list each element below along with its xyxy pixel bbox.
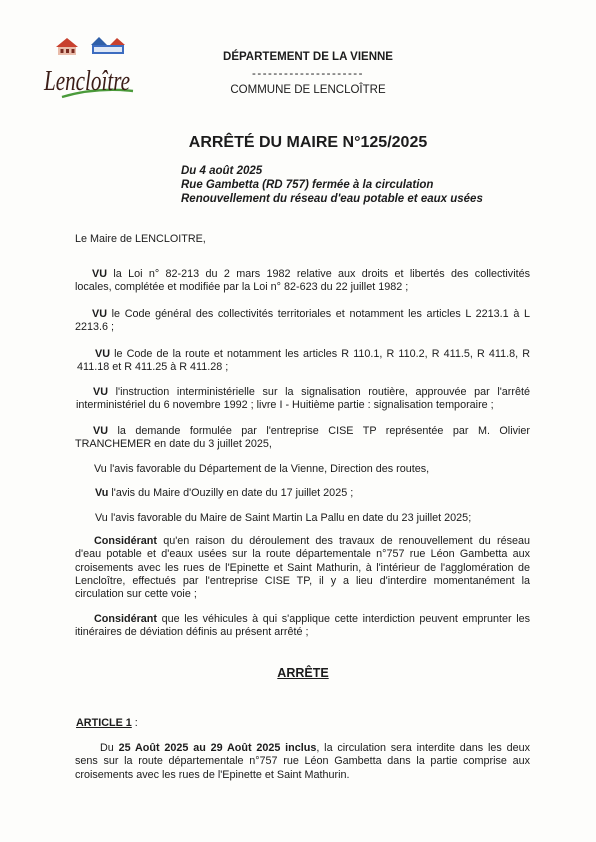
- line-text: interministériel du 6 novembre 1992 ; livre I - Huitième partie : signalisation temporaire ;: [76, 399, 494, 412]
- paragraph-line: [75, 769, 530, 782]
- decree-heading: ARRÊTE: [277, 666, 329, 680]
- visa-paragraph: [75, 348, 530, 375]
- paragraph-line: [75, 755, 530, 768]
- paragraph-line: [75, 613, 530, 626]
- paragraph-line: [75, 348, 530, 361]
- considerant-lead: Considérant: [94, 613, 157, 625]
- paragraph-line: [75, 487, 530, 500]
- department-heading: DÉPARTEMENT DE LA VIENNE: [223, 51, 393, 63]
- line-text: l'instruction interministérielle sur la signalisation routière, approuvée par l'arrêté: [115, 386, 530, 398]
- line-text: locales, complétée et modifiée par la Loi n° 82-623 du 22 juillet 1982 ;: [75, 281, 409, 294]
- line-text: l'avis du Maire d'Ouzilly en date du 17 juillet 2025 ;: [111, 487, 354, 499]
- line-text: TRANCHEMER en date du 3 juillet 2025,: [75, 438, 272, 451]
- article-1-suffix: , la circulation sera interdite dans les deux: [316, 742, 530, 754]
- article-1-dates: 25 Août 2025 au 29 Août 2025 inclus: [118, 742, 317, 754]
- paragraph-line: [75, 438, 530, 451]
- visa-lead: VU: [92, 268, 107, 280]
- visa-lead: Vu: [94, 463, 107, 475]
- header-separator: ---------------------: [252, 68, 364, 80]
- article-1-label: ARTICLE 1: [76, 717, 132, 729]
- article-1-heading: [76, 717, 138, 730]
- subtitle-object: Renouvellement du réseau d'eau potable et eaux usées: [181, 193, 483, 205]
- visa-lead: VU: [92, 308, 107, 320]
- logo-house-right-icon: [91, 37, 125, 54]
- visa-lead: VU: [95, 348, 110, 360]
- line-text: Lencloître, effectués par l'entreprise CISE TP, il y a lieu d'interdire momentanément la: [75, 574, 530, 587]
- logo-house-left-icon: [56, 38, 78, 55]
- article-1-colon: :: [134, 717, 138, 729]
- mayor-line: [75, 233, 530, 246]
- considerant-lead: Considérant: [94, 535, 157, 547]
- paragraph-line: [75, 575, 530, 588]
- line-text: circulation sur cette voie ;: [75, 588, 197, 601]
- line-text: l'avis favorable du Département de la Vienne, Direction des routes,: [109, 463, 430, 475]
- logo-wordmark: Lencloître: [43, 65, 131, 97]
- line-text: la Loi n° 82-213 du 2 mars 1982 relative aux droits et libertés des collectivités: [113, 268, 531, 280]
- paragraph-line: [75, 588, 530, 601]
- visa-paragraph: [75, 268, 530, 295]
- paragraph-line: [75, 268, 530, 281]
- paragraph-line: [75, 308, 530, 321]
- paragraph-line: [75, 399, 530, 412]
- article-1-body: [75, 742, 530, 782]
- line-text: le Code général des collectivités territoriales et notamment les articles L 2213.1 à L: [111, 308, 530, 320]
- visa-lead: Vu: [95, 487, 109, 499]
- visa-lead: VU: [93, 386, 108, 398]
- visa-paragraph: [75, 386, 530, 413]
- line-text: 411.18 et R 411.25 à R 411.28 ;: [77, 361, 229, 374]
- visa-paragraph: [75, 425, 530, 452]
- subtitle-road: Rue Gambetta (RD 757) fermée à la circulation: [181, 179, 434, 191]
- commune-logo: [40, 34, 136, 106]
- line-text: itinéraires de déviation définis au présent arrêté ;: [75, 626, 309, 639]
- article-1-prefix: Du: [100, 742, 114, 754]
- paragraph-line: [75, 463, 530, 476]
- visa-paragraph: [75, 463, 530, 476]
- considerant-paragraph: [75, 613, 530, 640]
- paragraph-line: [75, 562, 530, 575]
- paragraph-line: [75, 281, 530, 294]
- visa-paragraph: [75, 512, 530, 525]
- paragraph-line: [75, 321, 530, 334]
- commune-heading: COMMUNE DE LENCLOÎTRE: [230, 84, 386, 96]
- line-text: croisements avec les rues de l'Epinette et Saint Mathurin, à l'intérieur de l'agglomération de: [75, 561, 530, 574]
- visa-paragraph: [75, 308, 530, 335]
- paragraph-line: [75, 626, 530, 639]
- paragraph-line: [75, 512, 530, 525]
- paragraph-line: [75, 535, 530, 548]
- visa-paragraph: [75, 487, 530, 500]
- line-text: sens sur la route départementale n°757 rue Léon Gambetta dans la partie comprise aux: [75, 755, 530, 768]
- paragraph-line: [75, 742, 530, 755]
- line-text: la demande formulée par l'entreprise CISE TP représentée par M. Olivier: [117, 425, 530, 437]
- paragraph-line: [75, 548, 530, 561]
- line-text: 2213.6 ;: [75, 321, 115, 334]
- paragraph-line: [75, 425, 530, 438]
- line-text: croisements avec les rues de l'Epinette et Saint Mathurin.: [75, 768, 350, 781]
- line-text: d'eau potable et d'eaux usées sur la route départementale n°757 rue Léon Gambetta aux: [75, 548, 530, 561]
- line-text: le Code de la route et notamment les articles R 110.1, R 110.2, R 411.5, R 411.8, R: [114, 348, 530, 360]
- line-text: l'avis favorable du Maire de Saint Martin La Pallu en date du 23 juillet 2025;: [110, 512, 472, 524]
- considerant-paragraph: [75, 535, 530, 601]
- paragraph-line: [75, 386, 530, 399]
- paragraph-line: [75, 361, 530, 374]
- visa-lead: Vu: [95, 512, 108, 524]
- line-text: que les véhicules à qui s'applique cette interdiction peuvent emprunter les: [161, 613, 531, 625]
- mayor-line-text: Le Maire de LENCLOITRE,: [75, 233, 206, 245]
- page-title: ARRÊTÉ DU MAIRE N°125/2025: [188, 134, 428, 151]
- visa-lead: VU: [93, 425, 108, 437]
- subtitle-date: Du 4 août 2025: [181, 165, 263, 177]
- line-text: qu'en raison du déroulement des travaux de renouvellement du réseau: [163, 535, 531, 547]
